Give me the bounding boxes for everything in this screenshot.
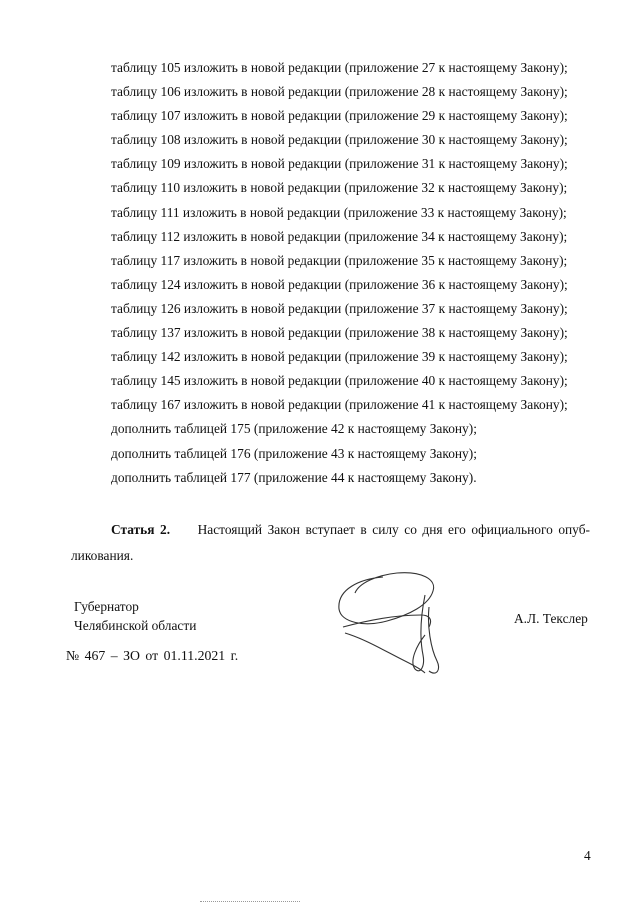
list-item: таблицу 109 изложить в новой редакции (приложение 31 к настоящему Закону); bbox=[111, 156, 568, 172]
governor-title bbox=[74, 597, 196, 635]
bottom-divider bbox=[200, 901, 300, 902]
article-text-line2: ликования. bbox=[71, 548, 134, 563]
list-item: таблицу 112 изложить в новой редакции (приложение 34 к настоящему Закону); bbox=[111, 228, 568, 244]
list-item: таблицу 111 изложить в новой редакции (приложение 33 к настоящему Закону); bbox=[111, 204, 567, 220]
list-item: таблицу 142 изложить в новой редакции (приложение 39 к настоящему Закону); bbox=[111, 349, 568, 365]
list-item: таблицу 108 изложить в новой редакции (приложение 30 к настоящему Закону); bbox=[111, 132, 568, 148]
list-item: таблицу 167 изложить в новой редакции (приложение 41 к настоящему Закону); bbox=[111, 397, 568, 413]
list-item: таблицу 145 изложить в новой редакции (приложение 40 к настоящему Закону); bbox=[111, 373, 568, 389]
list-item: дополнить таблицей 175 (приложение 42 к настоящему Закону); bbox=[111, 421, 477, 437]
amendment-list bbox=[111, 56, 591, 490]
law-number: № 467 – ЗО от 01.11.2021 г. bbox=[66, 648, 239, 663]
list-item: таблицу 107 изложить в новой редакции (приложение 29 к настоящему Закону); bbox=[111, 108, 568, 124]
article-2 bbox=[71, 517, 590, 569]
article-first-line bbox=[71, 517, 590, 543]
list-item: таблицу 105 изложить в новой редакции (приложение 27 к настоящему Закону); bbox=[111, 60, 568, 75]
page-number: 4 bbox=[584, 848, 591, 863]
list-item: таблицу 126 изложить в новой редакции (приложение 37 к настоящему Закону); bbox=[111, 300, 568, 316]
handwritten-signature bbox=[325, 565, 445, 685]
signer-name: А.Л. Текслер bbox=[514, 611, 588, 626]
list-item: таблицу 124 изложить в новой редакции (приложение 36 к настоящему Закону); bbox=[111, 276, 568, 292]
article-text-line1: Настоящий Закон вступает в силу со дня его официального опуб- bbox=[197, 522, 590, 537]
list-item: таблицу 110 изложить в новой редакции (приложение 32 к настоящему Закону); bbox=[111, 180, 568, 196]
list-item: таблицу 106 изложить в новой редакции (приложение 28 к настоящему Закону); bbox=[111, 84, 568, 100]
list-item: дополнить таблицей 176 (приложение 43 к настоящему Закону); bbox=[111, 445, 477, 461]
list-item: таблицу 117 изложить в новой редакции (приложение 35 к настоящему Закону); bbox=[111, 252, 568, 268]
article-label: Статья 2. bbox=[111, 522, 171, 537]
governor-title-line2: Челябинской области bbox=[74, 618, 197, 633]
governor-title-line1: Губернатор bbox=[74, 599, 139, 614]
list-item: таблицу 137 изложить в новой редакции (приложение 38 к настоящему Закону); bbox=[111, 325, 568, 341]
list-item: дополнить таблицей 177 (приложение 44 к настоящему Закону). bbox=[111, 469, 477, 485]
